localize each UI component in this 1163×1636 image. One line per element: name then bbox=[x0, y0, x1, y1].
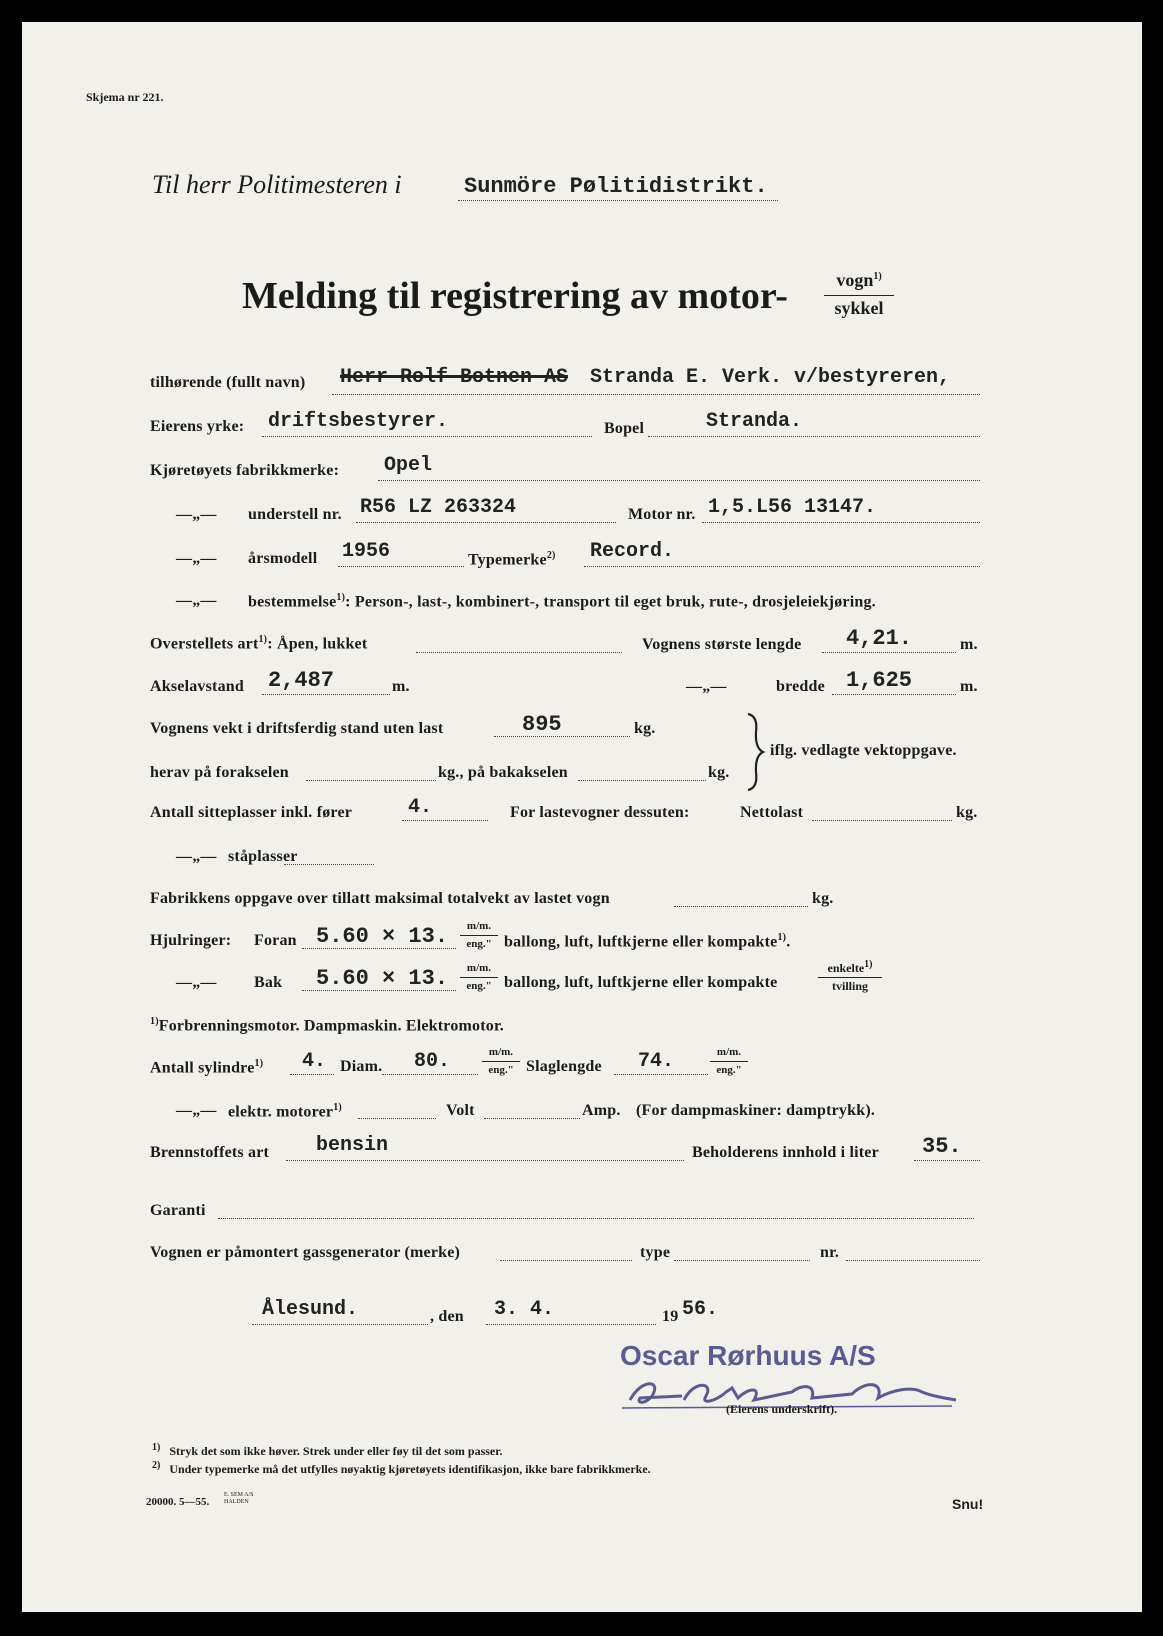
wheelbase-line bbox=[262, 694, 390, 695]
model-year-line bbox=[338, 566, 464, 567]
tires-front-label: Foran bbox=[254, 932, 297, 949]
gas-nr-line bbox=[846, 1260, 980, 1261]
owner-line bbox=[332, 394, 980, 395]
chassis-value: R56 LZ 263324 bbox=[360, 496, 517, 519]
cylinders-label-text: Antall sylindre bbox=[150, 1059, 255, 1077]
title-fraction-bar bbox=[824, 295, 894, 296]
engine-types bbox=[150, 1016, 504, 1035]
occupation-label: Eierens yrke: bbox=[150, 418, 245, 435]
gas-type-label: type bbox=[640, 1244, 671, 1261]
form-number: Skjema nr 221. bbox=[86, 90, 164, 104]
make-label: Kjøretøyets fabrikkmerke: bbox=[150, 462, 340, 479]
seats-line bbox=[402, 820, 488, 821]
rear-axle-unit: kg. bbox=[708, 764, 730, 781]
width-label: bredde bbox=[776, 678, 825, 695]
purpose-ref: 1) bbox=[336, 592, 346, 603]
wheelbase-unit: m. bbox=[392, 678, 410, 695]
tires-single-text: enkelte bbox=[827, 961, 865, 975]
model-ditto: —„— bbox=[176, 550, 217, 567]
amp-label: Amp. bbox=[582, 1102, 621, 1119]
title-numerator: vogn bbox=[836, 270, 874, 290]
tires-front-unit bbox=[460, 920, 498, 951]
electric-motors-line bbox=[358, 1118, 436, 1119]
net-load-unit: kg. bbox=[956, 804, 978, 821]
purpose-text: : Person-, last-, kombinert-, transport til eget bruk, rute-, drosjeleiekjøring. bbox=[345, 593, 876, 611]
fuel-line bbox=[286, 1160, 684, 1161]
footnote-1-ref: 1) bbox=[152, 1442, 161, 1453]
engine-types-text: Forbrenningsmotor. Dampmaskin. Elektromotor. bbox=[158, 1017, 505, 1035]
addressee-line bbox=[458, 200, 778, 201]
diam-label: Diam. bbox=[340, 1058, 383, 1075]
net-load-line bbox=[812, 820, 952, 821]
residence-label: Bopel bbox=[604, 420, 645, 437]
electric-label bbox=[228, 1102, 342, 1121]
year-value: 56. bbox=[682, 1298, 719, 1321]
cargo-label: For lastevogner dessuten: bbox=[510, 804, 690, 821]
max-weight-line bbox=[674, 906, 808, 907]
type-mark-value: Record. bbox=[590, 540, 675, 563]
seats-label: Antall sitteplasser inkl. fører bbox=[150, 804, 353, 821]
gas-nr-label: nr. bbox=[820, 1244, 840, 1261]
front-axle-label: herav på forakselen bbox=[150, 764, 289, 781]
gas-generator-line bbox=[500, 1260, 632, 1261]
turn-over-label: Snu! bbox=[952, 1496, 984, 1512]
body-type-label: Overstellets art bbox=[150, 635, 259, 653]
electric-ditto: —„— bbox=[176, 1102, 217, 1119]
type-mark-text: Typemerke bbox=[468, 551, 547, 569]
occupation-value: driftsbestyrer. bbox=[268, 410, 449, 433]
net-load-label: Nettolast bbox=[740, 804, 804, 821]
tires-front-line bbox=[302, 948, 456, 949]
tires-rear-line bbox=[302, 990, 456, 991]
rear-axle-line bbox=[578, 780, 706, 781]
footnote-2 bbox=[152, 1460, 651, 1477]
weight-value: 895 bbox=[522, 712, 562, 737]
standing-line bbox=[284, 864, 374, 865]
tires-front-types: ballong, luft, luftkjerne eller kompakte$^{1)}$. bbox=[504, 932, 791, 951]
cylinders-ref: 1) bbox=[254, 1058, 264, 1069]
stroke-line bbox=[614, 1074, 708, 1075]
make-value: Opel bbox=[384, 454, 433, 477]
engine-no-label: Motor nr. bbox=[628, 506, 696, 523]
model-year-label: årsmodell bbox=[248, 550, 318, 567]
cylinders-value: 4. bbox=[302, 1050, 327, 1073]
engine-no-value: 1,5.L56 13147. bbox=[708, 496, 877, 519]
guarantee-line bbox=[218, 1218, 974, 1219]
diam-value: 80. bbox=[414, 1050, 451, 1073]
stroke-label: Slaglengde bbox=[526, 1058, 602, 1075]
occupation-line bbox=[262, 436, 592, 437]
tires-rear-unit bbox=[460, 962, 498, 993]
electric-label-text: elektr. motorer bbox=[228, 1103, 334, 1121]
owner-struck-value: Herr Rolf Botnen AS bbox=[340, 366, 569, 389]
body-type-line bbox=[416, 652, 622, 653]
type-mark-label bbox=[468, 550, 556, 569]
volt-label: Volt bbox=[446, 1102, 475, 1119]
chassis-ditto: —„— bbox=[176, 506, 217, 523]
fuel-label: Brennstoffets art bbox=[150, 1144, 270, 1161]
front-axle-unit: kg., på bakakselen bbox=[438, 764, 568, 781]
tires-single-twin bbox=[818, 958, 882, 993]
type-mark-line bbox=[584, 566, 980, 567]
body-type-row bbox=[150, 634, 367, 653]
wheelbase-label: Akselavstand bbox=[150, 678, 244, 695]
gas-type-line bbox=[674, 1260, 810, 1261]
title-denominator: sykkel bbox=[834, 298, 884, 318]
type-mark-ref: 2) bbox=[546, 550, 556, 561]
diam-unit-bottom: eng." bbox=[488, 1064, 514, 1076]
tank-value: 35. bbox=[922, 1134, 962, 1159]
tires-single-ref: 1) bbox=[864, 959, 873, 970]
tires-rear-types: ballong, luft, luftkjerne eller kompakte bbox=[504, 974, 778, 991]
place-line bbox=[252, 1324, 428, 1325]
standing-label: ståplasser bbox=[228, 848, 298, 865]
length-value: 4,21. bbox=[846, 626, 913, 651]
chassis-label: understell nr. bbox=[248, 506, 342, 523]
tires-front-types-text: ballong, luft, luftkjerne eller kompakte bbox=[504, 933, 778, 951]
electric-ref: 1) bbox=[333, 1102, 342, 1113]
seats-value: 4. bbox=[408, 796, 433, 819]
signature-caption: (Eierens underskrift). bbox=[726, 1402, 838, 1416]
year-prefix: 19 bbox=[662, 1308, 679, 1325]
length-line bbox=[822, 652, 956, 653]
weight-brace bbox=[744, 712, 766, 792]
footnote-1 bbox=[152, 1442, 502, 1459]
width-line bbox=[832, 694, 956, 695]
purpose-ditto: —„— bbox=[176, 592, 217, 609]
tires-front-unit-top: m/m. bbox=[466, 920, 492, 932]
residence-line bbox=[648, 436, 980, 437]
model-year-value: 1956 bbox=[342, 540, 391, 563]
engine-types-ref: 1) bbox=[150, 1016, 159, 1027]
stroke-value: 74. bbox=[638, 1050, 675, 1073]
owner-value: Stranda E. Verk. v/bestyreren, bbox=[590, 366, 951, 389]
weight-unit: kg. bbox=[634, 720, 656, 737]
width-unit: m. bbox=[960, 678, 978, 695]
tires-rear-ditto: —„— bbox=[176, 974, 217, 991]
tank-label: Beholderens innhold i liter bbox=[692, 1144, 879, 1161]
stroke-unit bbox=[710, 1046, 748, 1077]
engine-no-line bbox=[702, 522, 980, 523]
date-den-label: , den bbox=[430, 1308, 464, 1325]
tires-rear-label: Bak bbox=[254, 974, 283, 991]
cylinders-line bbox=[290, 1074, 334, 1075]
printer-mark: E. SEM A/S HALDEN bbox=[224, 1492, 254, 1505]
tires-front-unit-bottom: eng." bbox=[466, 938, 492, 950]
volt-line bbox=[484, 1118, 580, 1119]
width-value: 1,625 bbox=[846, 668, 913, 693]
form-page bbox=[22, 22, 1142, 1612]
chassis-line bbox=[356, 522, 616, 523]
weight-note: iflg. vedlagte vektoppgave. bbox=[770, 742, 957, 759]
tires-rear-unit-top: m/m. bbox=[466, 962, 492, 974]
width-ditto: —„— bbox=[686, 678, 727, 695]
front-axle-line bbox=[306, 780, 436, 781]
wheelbase-value: 2,487 bbox=[268, 668, 335, 693]
weight-label: Vognens vekt i driftsferdig stand uten last bbox=[150, 720, 444, 737]
standing-ditto: —„— bbox=[176, 848, 217, 865]
length-label: Vognens største lengde bbox=[642, 636, 802, 653]
steam-label: (For dampmaskiner: damptrykk). bbox=[636, 1102, 876, 1119]
place-value: Ålesund. bbox=[262, 1298, 359, 1321]
owner-label: tilhørende (fullt navn) bbox=[150, 374, 306, 391]
weight-line bbox=[494, 736, 630, 737]
max-weight-unit: kg. bbox=[812, 890, 834, 907]
footnote-2-ref: 2) bbox=[152, 1460, 161, 1471]
tank-line bbox=[914, 1160, 980, 1161]
tires-rear-unit-bottom: eng." bbox=[466, 980, 492, 992]
title-note-ref: 1) bbox=[873, 271, 882, 282]
form-title: Melding til registrering av motor- bbox=[242, 275, 788, 317]
owner-stamp: Oscar Rørhuus A/S bbox=[620, 1340, 876, 1371]
stroke-unit-top: m/m. bbox=[716, 1046, 742, 1058]
addressee-value: Sunmöre Pølitidistrikt. bbox=[464, 174, 768, 199]
tires-twin: tvilling bbox=[831, 979, 868, 993]
max-weight-label: Fabrikkens oppgave over tillatt maksimal totalvekt av lastet vogn bbox=[150, 890, 610, 907]
diam-line bbox=[382, 1074, 478, 1075]
date-line bbox=[486, 1324, 656, 1325]
cylinders-label bbox=[150, 1058, 263, 1077]
title-fraction bbox=[824, 270, 894, 319]
footnote-1-text: Stryk det som ikke høver. Strek under eller føy til det som passer. bbox=[169, 1444, 503, 1458]
tires-rear-value: 5.60 × 13. bbox=[316, 966, 449, 991]
print-info: 20000. 5—55. bbox=[146, 1496, 210, 1508]
body-type-ref: 1) bbox=[258, 634, 268, 645]
tires-front-value: 5.60 × 13. bbox=[316, 924, 449, 949]
date-value: 3. 4. bbox=[494, 1298, 555, 1321]
addressee-label: Til herr Politimesteren i bbox=[152, 170, 402, 199]
gas-generator-label: Vognen er påmontert gassgenerator (merke) bbox=[150, 1244, 461, 1261]
guarantee-label: Garanti bbox=[150, 1202, 206, 1219]
diam-unit bbox=[482, 1046, 520, 1077]
diam-unit-top: m/m. bbox=[488, 1046, 514, 1058]
length-unit: m. bbox=[960, 636, 978, 653]
body-type-text: : Åpen, lukket bbox=[267, 635, 368, 653]
fuel-value: bensin bbox=[316, 1134, 389, 1157]
make-line bbox=[378, 480, 980, 481]
stroke-unit-bottom: eng." bbox=[716, 1064, 742, 1076]
purpose-row bbox=[248, 592, 876, 611]
tires-label: Hjulringer: bbox=[150, 932, 232, 949]
tires-single bbox=[818, 958, 882, 975]
residence-value: Stranda. bbox=[706, 410, 803, 433]
footnote-2-text: Under typemerke må det utfylles nøyaktig kjøretøyets identifikasjon, ikke bare fabrikkmerke. bbox=[169, 1462, 651, 1476]
tires-front-ref: 1) bbox=[777, 932, 787, 943]
purpose-label: bestemmelse bbox=[248, 593, 337, 611]
